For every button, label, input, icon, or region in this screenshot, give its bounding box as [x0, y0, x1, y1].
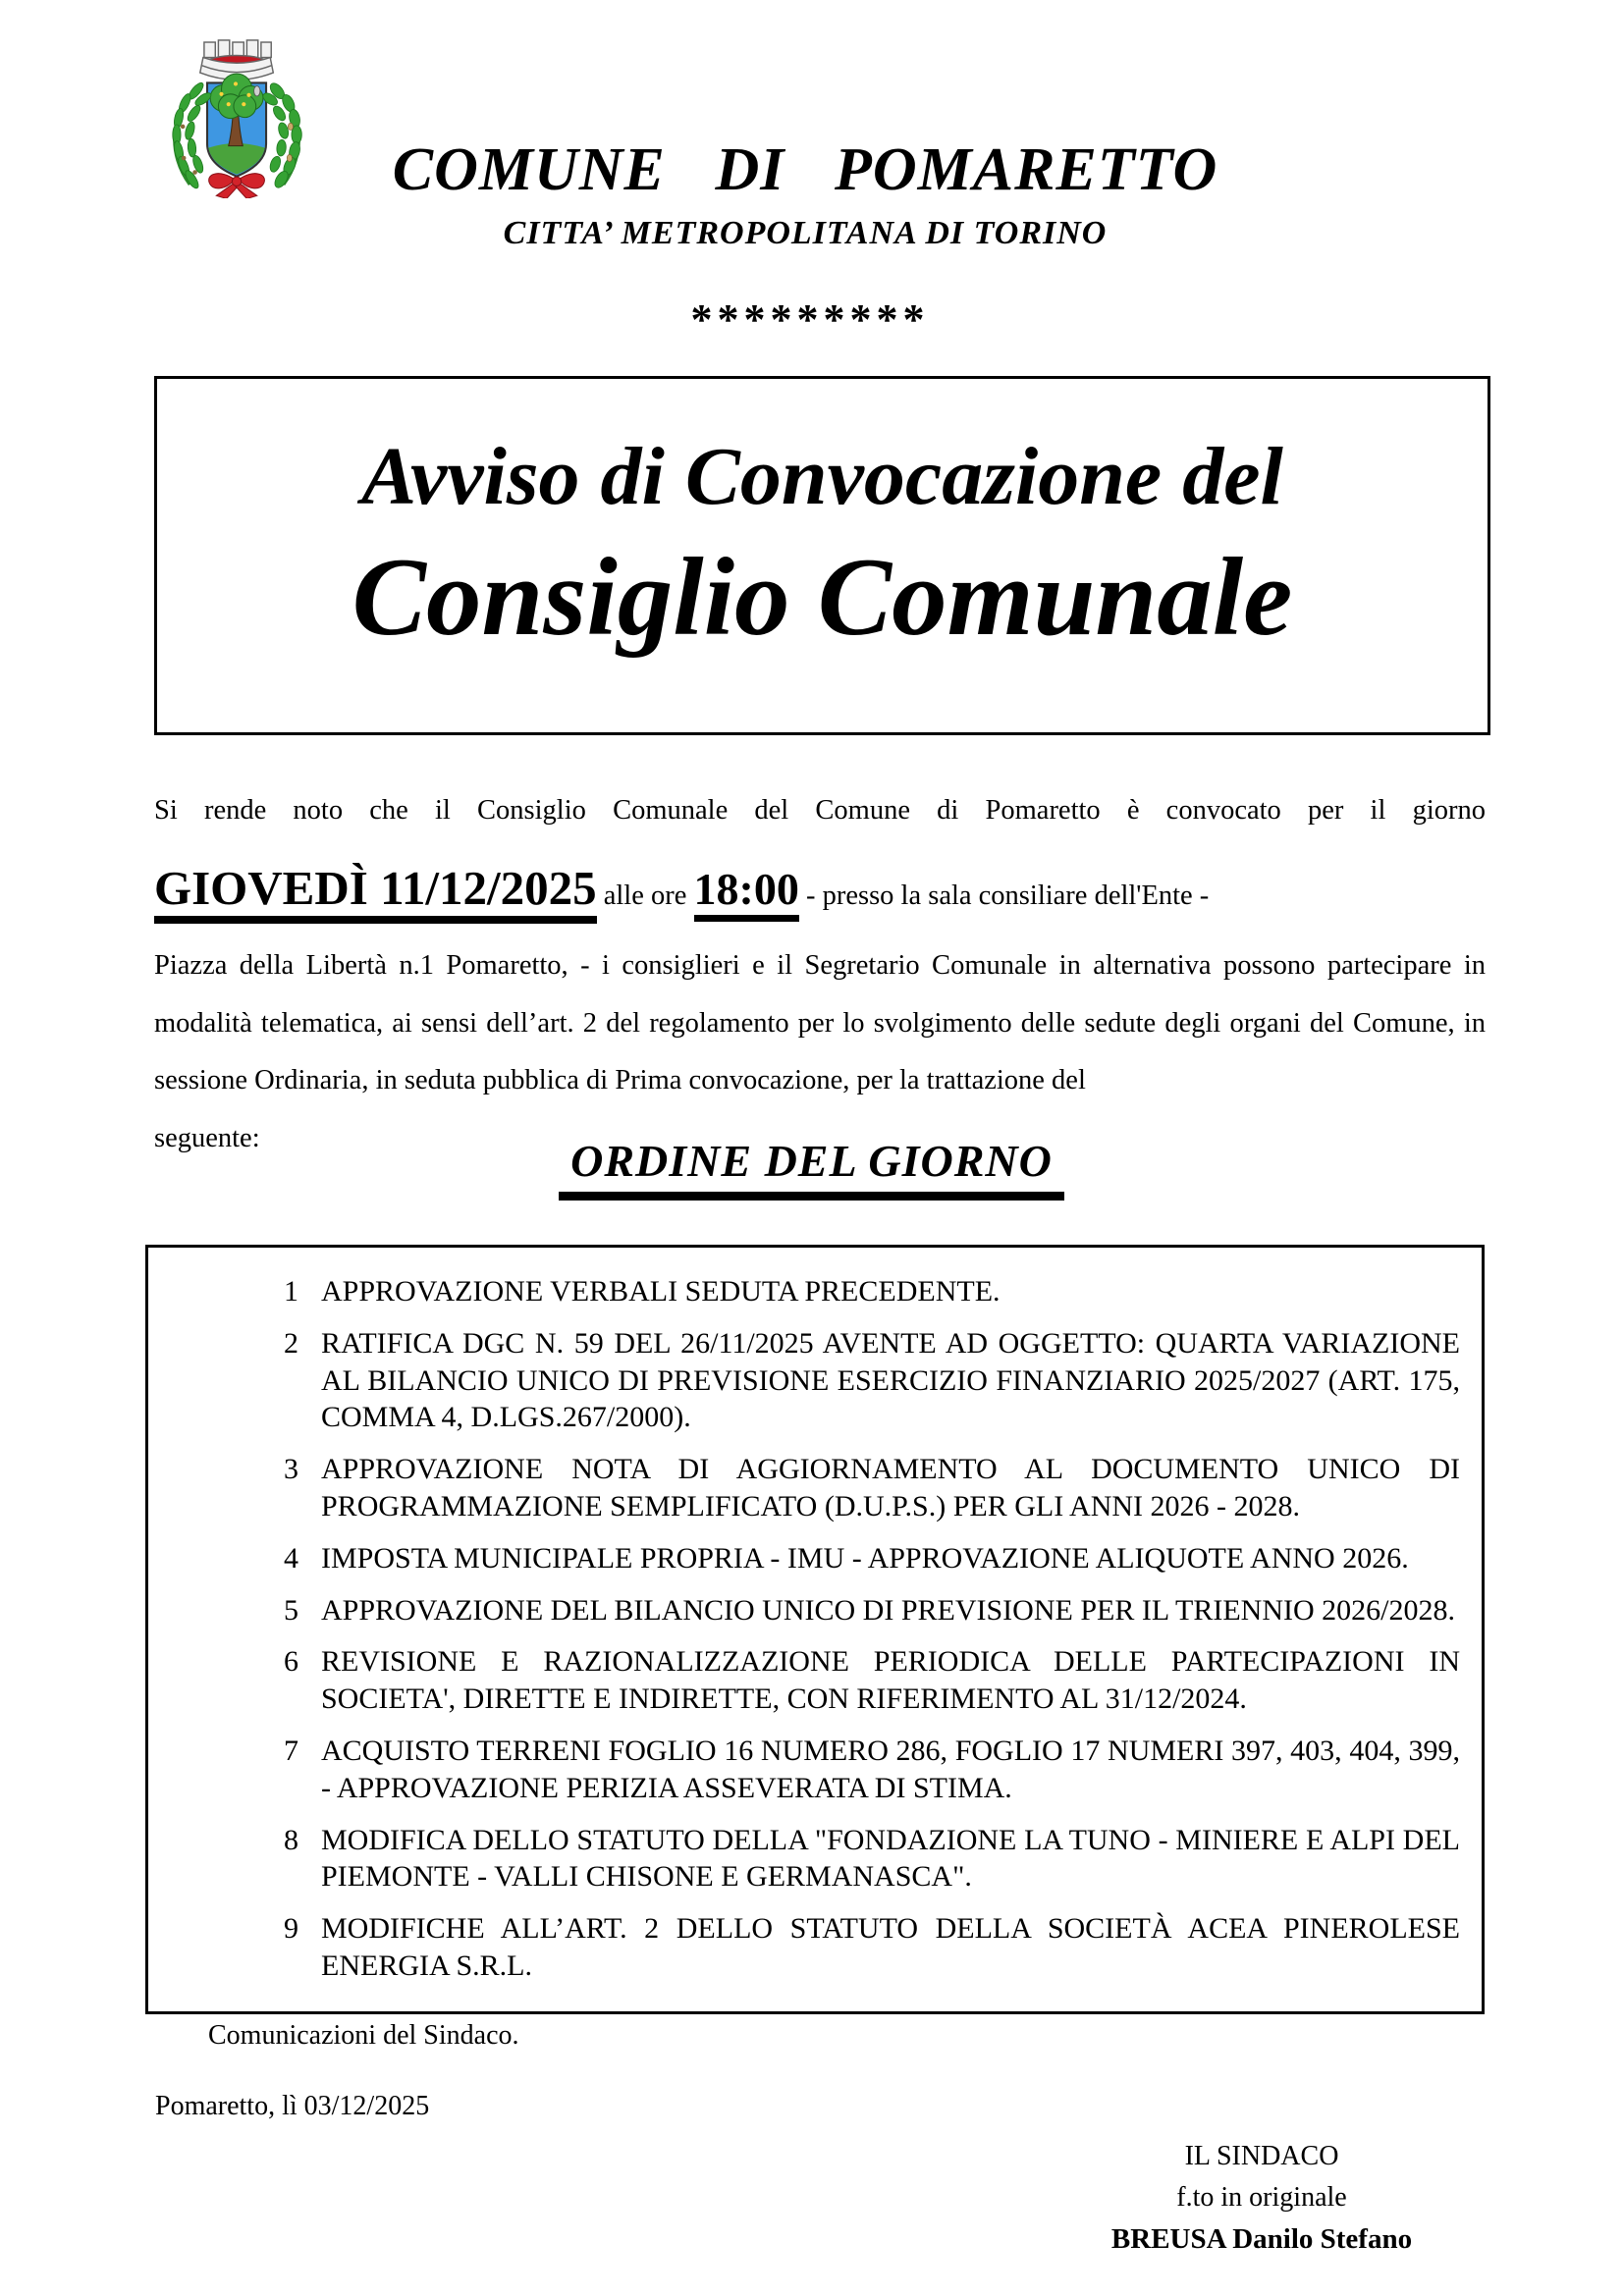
- agenda-item-text: IMPOSTA MUNICIPALE PROPRIA - IMU - APPROVAZIONE ALIQUOTE ANNO 2026.: [321, 1541, 1409, 1575]
- agenda-item-number: 2: [284, 1326, 298, 1360]
- agenda-item-number: 4: [284, 1541, 298, 1575]
- place-date: Pomaretto, lì 03/12/2025: [155, 2091, 430, 2121]
- signature-role: IL SINDACO: [1184, 2141, 1339, 2171]
- agenda-item-number: 9: [284, 1912, 298, 1946]
- intro-paragraph: [154, 782, 1486, 1168]
- agenda-item-number: 1: [284, 1275, 298, 1308]
- signature-name: BREUSA Danilo Stefano: [1110, 2223, 1413, 2255]
- agenda-item-text: MODIFICA DELLO STATUTO DELLA "FONDAZIONE LA TUNO - MINIERE E ALPI DEL PIEMONTE - VALLI CHISONE E GERMANASCA".: [321, 1823, 1460, 1894]
- signature-note: f.to in originale: [1176, 2182, 1347, 2213]
- agenda-item-text: REVISIONE E RAZIONALIZZAZIONE PERIODICA DELLE PARTECIPAZIONI IN SOCIETA', DIRETTE E INDIRETTE, CON RIFERIMENTO AL 31/12/2024.: [321, 1645, 1460, 1716]
- intro-lead: Si rende noto che il Consiglio Comunale del Comune di Pomaretto è convocato per il giorno: [154, 794, 1486, 826]
- agenda-item: [284, 1592, 1460, 1629]
- agenda-box: [145, 1245, 1485, 2014]
- letterhead: [0, 135, 1610, 252]
- municipality-title: COMUNE DI POMARETTO: [392, 136, 1218, 203]
- alle-ore-label: alle ore: [596, 880, 694, 911]
- agenda-item-text: APPROVAZIONE DEL BILANCIO UNICO DI PREVISIONE PER IL TRIENNIO 2026/2028.: [321, 1593, 1455, 1627]
- municipality-subtitle: CITTA’ METROPOLITANA DI TORINO: [503, 215, 1108, 251]
- agenda-item-number: 6: [284, 1645, 298, 1679]
- agenda-heading: ORDINE DEL GIORNO: [559, 1135, 1064, 1201]
- notice-title-line-2: Consiglio Comunale: [352, 536, 1293, 660]
- communications-note: Comunicazioni del Sindaco.: [208, 2020, 519, 2051]
- agenda-item-number: 8: [284, 1823, 298, 1856]
- agenda-item-text: RATIFICA DGC N. 59 DEL 26/11/2025 AVENTE AD OGGETTO: QUARTA VARIAZIONE AL BILANCIO UNICO DI PREVISIONE ESERCIZIO FINANZIARIO 2025/2027 (ART. 175, COMMA 4, D.LGS.267/2000).: [321, 1326, 1460, 1434]
- agenda-item: [284, 1325, 1460, 1436]
- agenda-item: [284, 1273, 1460, 1310]
- agenda-list: [148, 1273, 1482, 1985]
- agenda-item: [284, 1822, 1460, 1896]
- notice-title-line-1: Avviso di Convocazione del: [361, 431, 1283, 522]
- agenda-item-number: 7: [284, 1734, 298, 1767]
- agenda-item: [284, 1910, 1460, 1985]
- agenda-item-text: APPROVAZIONE NOTA DI AGGIORNAMENTO AL DOCUMENTO UNICO DI PROGRAMMAZIONE SEMPLIFICATO (D.U.P.S.) PER GLI ANNI 2026 - 2028.: [321, 1453, 1460, 1522]
- agenda-item: [284, 1451, 1460, 1525]
- agenda-item-text: MODIFICHE ALL’ART. 2 DELLO STATUTO DELLA SOCIETÀ ACEA PINEROLESE ENERGIA S.R.L.: [321, 1912, 1460, 1982]
- meeting-day: GIOVEDÌ 11/12/2025: [154, 861, 597, 924]
- agenda-item-text: APPROVAZIONE VERBALI SEDUTA PRECEDENTE.: [321, 1275, 1001, 1308]
- agenda-item: [284, 1733, 1460, 1807]
- meeting-time: 18:00: [694, 864, 799, 922]
- intro-body: Piazza della Libertà n.1 Pomaretto, - i consiglieri e il Segretario Comunale in alternativa possono partecipare in modalità telematica, ai sensi dell’art. 2 del regolamento per lo svolgimento delle sedute degli organi del Comune, in sessione Ordinaria, in seduta pubblica di Prima convocazione, per la trattazione del: [154, 950, 1486, 1096]
- agenda-item: [284, 1643, 1460, 1718]
- signature-block: [1051, 2136, 1473, 2262]
- separator-stars: *********: [690, 295, 930, 344]
- notice-title-box: [154, 376, 1490, 735]
- intro-tail: seguente:: [154, 1122, 260, 1153]
- agenda-heading-wrap: [0, 1135, 1623, 1201]
- agenda-item-text: ACQUISTO TERRENI FOGLIO 16 NUMERO 286, FOGLIO 17 NUMERI 397, 403, 404, 399, - APPROVAZIONE PERIZIA ASSEVERATA DI STIMA.: [321, 1734, 1460, 1804]
- agenda-item-number: 3: [284, 1453, 298, 1486]
- agenda-item-number: 5: [284, 1593, 298, 1627]
- venue-text: - presso la sala consiliare dell'Ente -: [798, 880, 1210, 911]
- agenda-item: [284, 1540, 1460, 1577]
